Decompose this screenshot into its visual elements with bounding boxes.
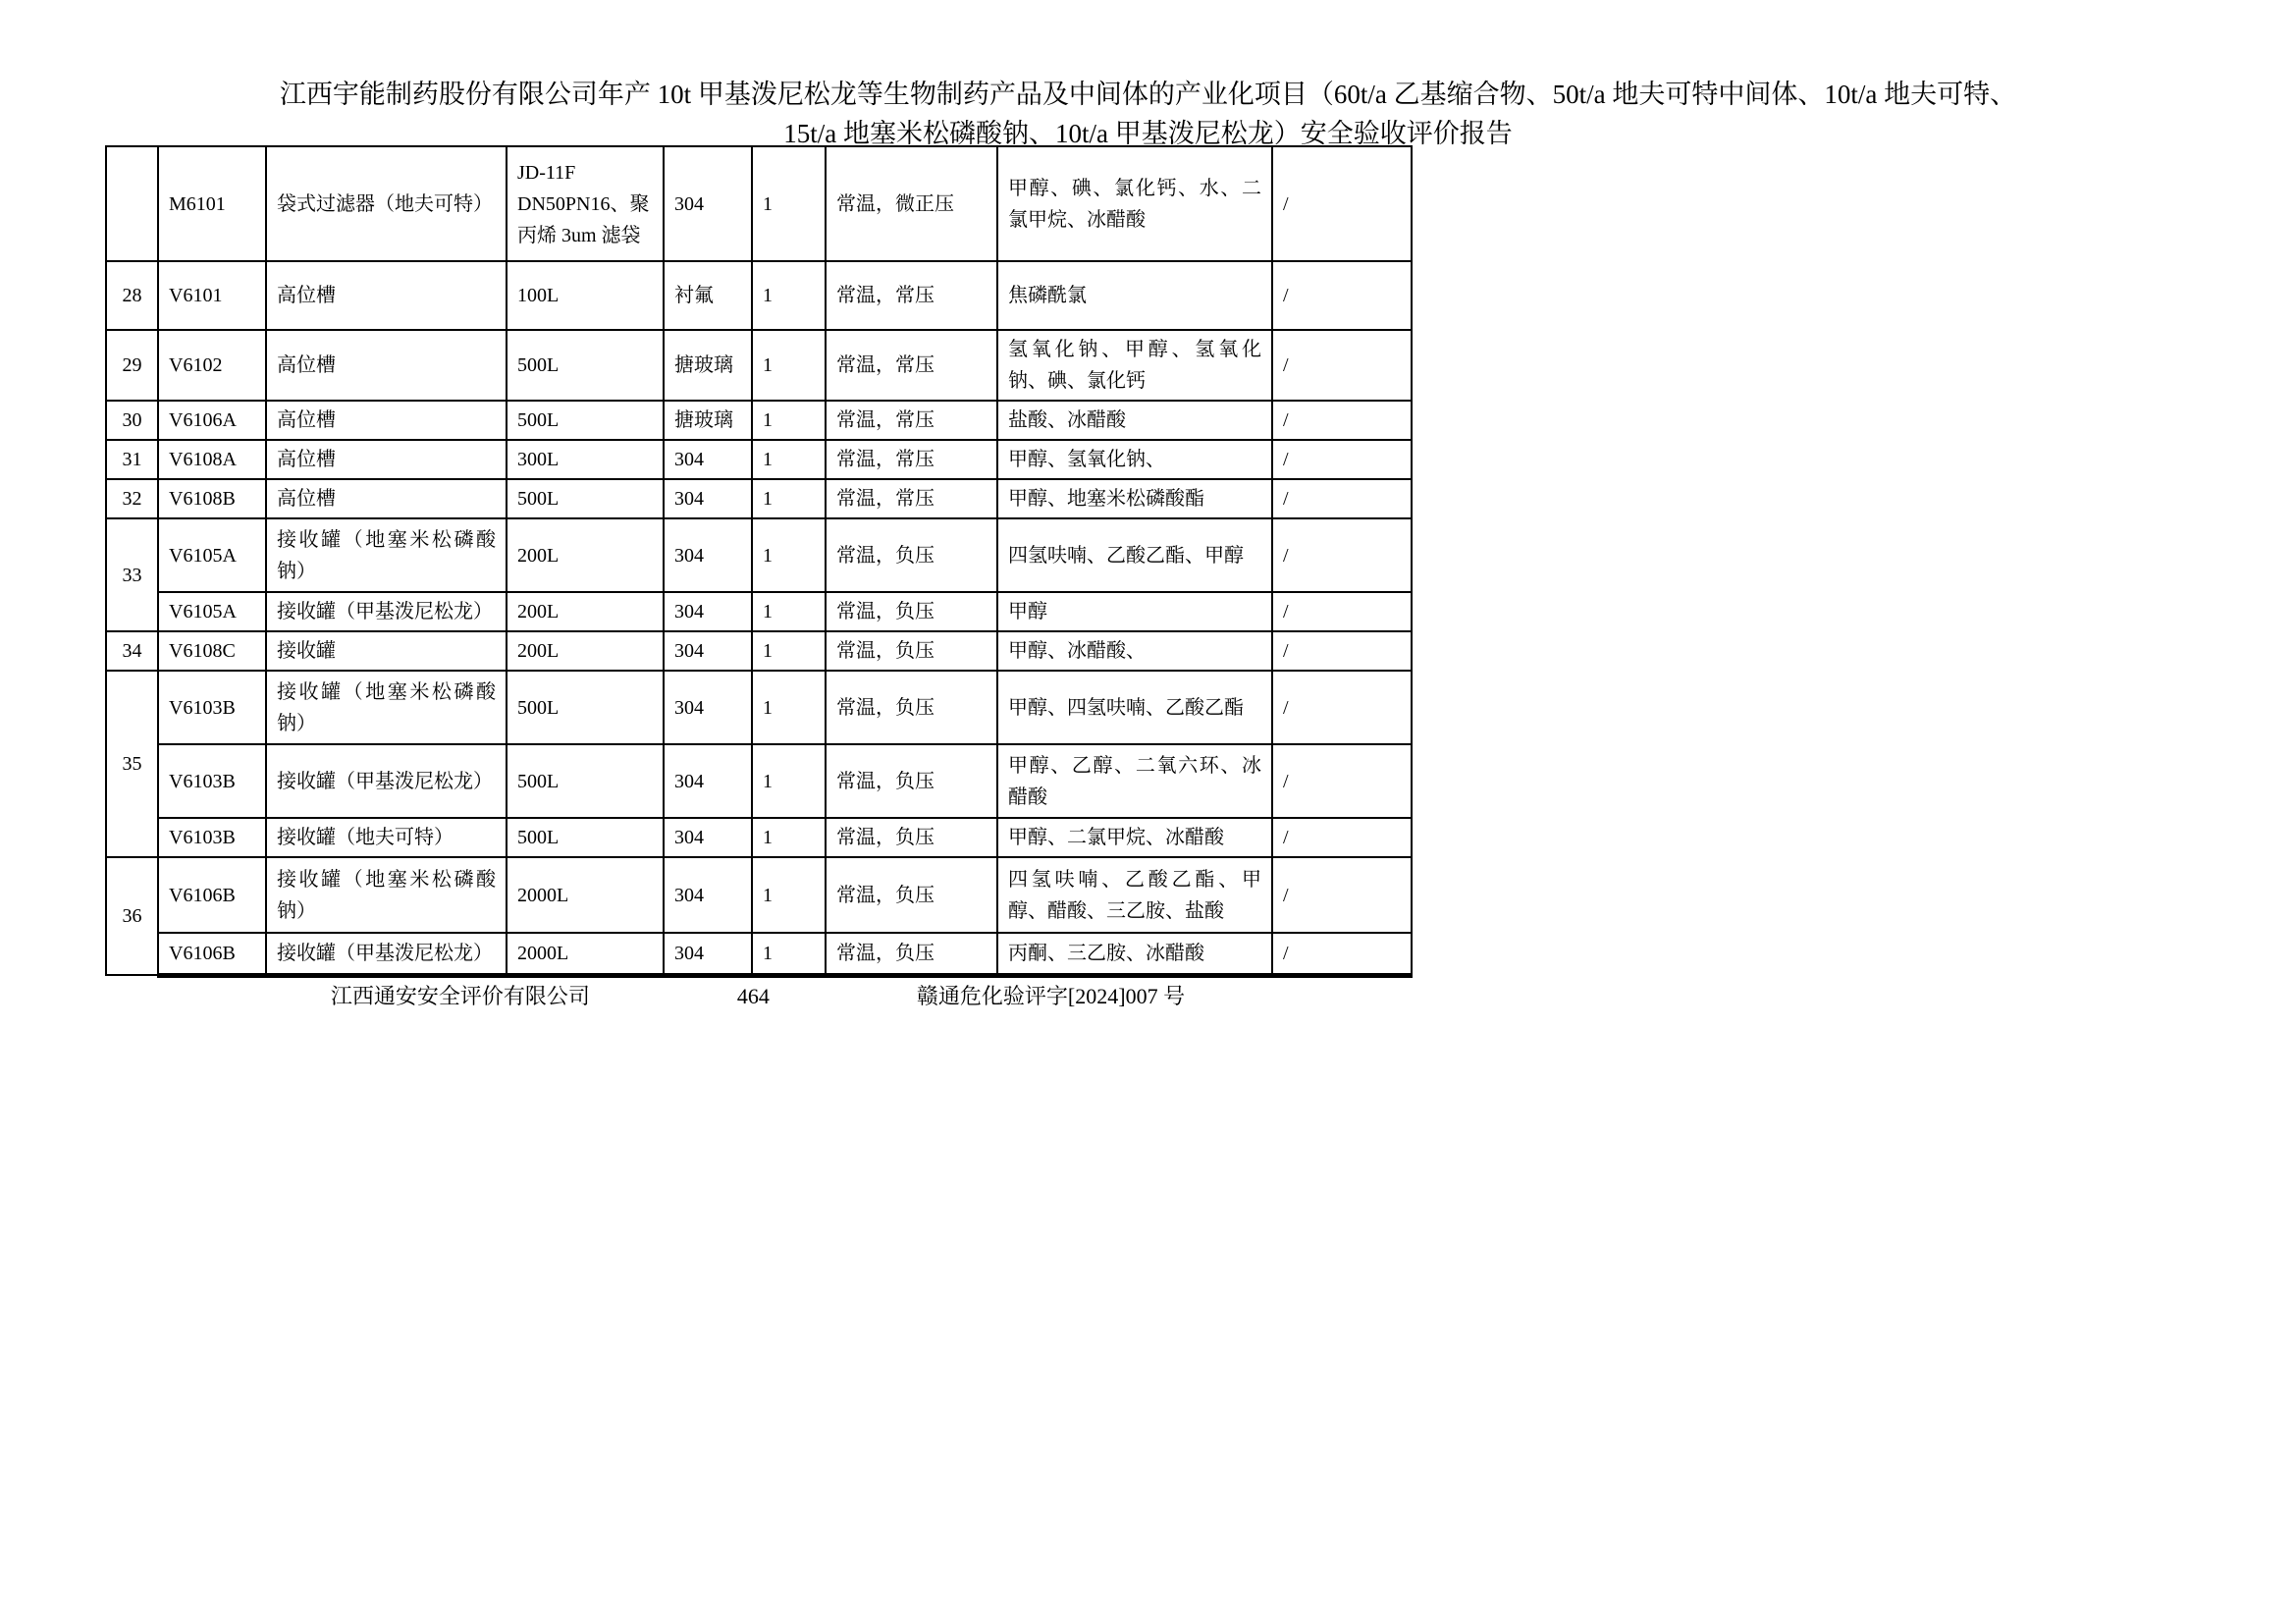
name-cell: 接收罐（甲基泼尼松龙） (266, 933, 507, 975)
code-cell: V6103B (158, 818, 266, 857)
report-title (0, 75, 2296, 153)
name-cell: 接收罐 (266, 631, 507, 671)
condition-cell: 常温，负压 (826, 744, 997, 818)
page-footer (105, 980, 1411, 1010)
table-row (106, 818, 1412, 857)
row-number-cell: 33 (106, 518, 158, 631)
table-row (106, 330, 1412, 401)
spec-cell: 500L (507, 818, 664, 857)
table-row (106, 146, 1412, 261)
material-cell: 搪玻璃 (664, 330, 752, 401)
condition-cell: 常温，负压 (826, 818, 997, 857)
code-cell: V6105A (158, 518, 266, 592)
code-cell: V6102 (158, 330, 266, 401)
condition-cell: 常温，负压 (826, 631, 997, 671)
media-cell: 盐酸、冰醋酸 (997, 401, 1272, 440)
material-cell: 304 (664, 146, 752, 261)
remark-cell: / (1272, 440, 1412, 479)
code-cell: V6105A (158, 592, 266, 631)
name-cell: 袋式过滤器（地夫可特） (266, 146, 507, 261)
remark-cell: / (1272, 857, 1412, 933)
table-row (106, 857, 1412, 933)
material-cell: 304 (664, 933, 752, 975)
table-row (106, 631, 1412, 671)
name-cell: 接收罐（甲基泼尼松龙） (266, 744, 507, 818)
material-cell: 304 (664, 592, 752, 631)
spec-cell: JD-11F DN50PN16、聚丙烯 3um 滤袋 (507, 146, 664, 261)
media-cell: 四氢呋喃、乙酸乙酯、甲醇、醋酸、三乙胺、盐酸 (997, 857, 1272, 933)
code-cell: M6101 (158, 146, 266, 261)
row-number-cell: 31 (106, 440, 158, 479)
row-number-cell: 28 (106, 261, 158, 330)
spec-cell: 200L (507, 592, 664, 631)
code-cell: V6106B (158, 857, 266, 933)
table-row (106, 671, 1412, 744)
table-row (106, 518, 1412, 592)
qty-cell: 1 (752, 479, 826, 518)
media-cell: 甲醇、乙醇、二氧六环、冰醋酸 (997, 744, 1272, 818)
table-row (106, 933, 1412, 975)
row-number-cell: 32 (106, 479, 158, 518)
media-cell: 焦磷酰氯 (997, 261, 1272, 330)
equipment-table (105, 145, 1413, 978)
table-row (106, 261, 1412, 330)
remark-cell: / (1272, 671, 1412, 744)
remark-cell: / (1272, 818, 1412, 857)
footer-company: 江西通安安全评价有限公司 (330, 984, 590, 1008)
media-cell: 丙酮、三乙胺、冰醋酸 (997, 933, 1272, 975)
material-cell: 304 (664, 440, 752, 479)
code-cell: V6106A (158, 401, 266, 440)
remark-cell: / (1272, 479, 1412, 518)
qty-cell: 1 (752, 671, 826, 744)
name-cell: 接收罐（甲基泼尼松龙） (266, 592, 507, 631)
media-cell: 甲醇 (997, 592, 1272, 631)
report-title-line2: 15t/a 地塞米松磷酸钠、10t/a 甲基泼尼松龙）安全验收评价报告 (783, 119, 1513, 148)
table-row (106, 744, 1412, 818)
remark-cell: / (1272, 261, 1412, 330)
qty-cell: 1 (752, 818, 826, 857)
remark-cell: / (1272, 330, 1412, 401)
condition-cell: 常温，负压 (826, 518, 997, 592)
spec-cell: 500L (507, 479, 664, 518)
spec-cell: 200L (507, 518, 664, 592)
name-cell: 接收罐（地塞米松磷酸钠） (266, 857, 507, 933)
condition-cell: 常温，负压 (826, 933, 997, 975)
remark-cell: / (1272, 518, 1412, 592)
media-cell: 甲醇、地塞米松磷酸酯 (997, 479, 1272, 518)
material-cell: 304 (664, 518, 752, 592)
footer-doc-number: 赣通危化验评字[2024]007 号 (916, 984, 1186, 1008)
media-cell: 甲醇、四氢呋喃、乙酸乙酯 (997, 671, 1272, 744)
table-row (106, 401, 1412, 440)
table-row (106, 592, 1412, 631)
media-cell: 四氢呋喃、乙酸乙酯、甲醇 (997, 518, 1272, 592)
condition-cell: 常温，常压 (826, 330, 997, 401)
media-cell: 氢氧化钠、甲醇、氢氧化钠、碘、氯化钙 (997, 330, 1272, 401)
code-cell: V6103B (158, 671, 266, 744)
qty-cell: 1 (752, 330, 826, 401)
material-cell: 304 (664, 857, 752, 933)
name-cell: 高位槽 (266, 440, 507, 479)
name-cell: 高位槽 (266, 401, 507, 440)
condition-cell: 常温，常压 (826, 261, 997, 330)
qty-cell: 1 (752, 261, 826, 330)
material-cell: 304 (664, 479, 752, 518)
condition-cell: 常温，常压 (826, 440, 997, 479)
material-cell: 搪玻璃 (664, 401, 752, 440)
name-cell: 接收罐（地塞米松磷酸钠） (266, 671, 507, 744)
qty-cell: 1 (752, 440, 826, 479)
remark-cell: / (1272, 933, 1412, 975)
media-cell: 甲醇、氢氧化钠、 (997, 440, 1272, 479)
name-cell: 接收罐（地塞米松磷酸钠） (266, 518, 507, 592)
row-number-cell: 35 (106, 671, 158, 857)
spec-cell: 500L (507, 401, 664, 440)
name-cell: 高位槽 (266, 261, 507, 330)
qty-cell: 1 (752, 518, 826, 592)
condition-cell: 常温，负压 (826, 857, 997, 933)
code-cell: V6103B (158, 744, 266, 818)
material-cell: 304 (664, 671, 752, 744)
equipment-table-body (106, 146, 1412, 975)
condition-cell: 常温，常压 (826, 401, 997, 440)
qty-cell: 1 (752, 592, 826, 631)
remark-cell: / (1272, 146, 1412, 261)
code-cell: V6106B (158, 933, 266, 975)
code-cell: V6108B (158, 479, 266, 518)
remark-cell: / (1272, 631, 1412, 671)
spec-cell: 2000L (507, 857, 664, 933)
qty-cell: 1 (752, 146, 826, 261)
row-number-cell (106, 146, 158, 261)
spec-cell: 200L (507, 631, 664, 671)
report-title-line1: 江西宇能制药股份有限公司年产 10t 甲基泼尼松龙等生物制药产品及中间体的产业化项目（60t/a 乙基缩合物、50t/a 地夫可特中间体、10t/a 地夫可特、 (279, 80, 2017, 109)
material-cell: 304 (664, 744, 752, 818)
table-row (106, 479, 1412, 518)
qty-cell: 1 (752, 631, 826, 671)
spec-cell: 500L (507, 744, 664, 818)
qty-cell: 1 (752, 744, 826, 818)
remark-cell: / (1272, 401, 1412, 440)
row-number-cell: 30 (106, 401, 158, 440)
name-cell: 高位槽 (266, 479, 507, 518)
media-cell: 甲醇、碘、氯化钙、水、二氯甲烷、冰醋酸 (997, 146, 1272, 261)
qty-cell: 1 (752, 401, 826, 440)
code-cell: V6108A (158, 440, 266, 479)
row-number-cell: 36 (106, 857, 158, 975)
condition-cell: 常温，常压 (826, 479, 997, 518)
table-row (106, 440, 1412, 479)
name-cell: 高位槽 (266, 330, 507, 401)
code-cell: V6101 (158, 261, 266, 330)
row-number-cell: 34 (106, 631, 158, 671)
code-cell: V6108C (158, 631, 266, 671)
qty-cell: 1 (752, 857, 826, 933)
remark-cell: / (1272, 744, 1412, 818)
spec-cell: 300L (507, 440, 664, 479)
media-cell: 甲醇、二氯甲烷、冰醋酸 (997, 818, 1272, 857)
footer-page-number: 464 (736, 984, 770, 1008)
material-cell: 衬氟 (664, 261, 752, 330)
material-cell: 304 (664, 631, 752, 671)
condition-cell: 常温，负压 (826, 671, 997, 744)
name-cell: 接收罐（地夫可特） (266, 818, 507, 857)
material-cell: 304 (664, 818, 752, 857)
spec-cell: 500L (507, 330, 664, 401)
row-number-cell: 29 (106, 330, 158, 401)
condition-cell: 常温，负压 (826, 592, 997, 631)
remark-cell: / (1272, 592, 1412, 631)
spec-cell: 2000L (507, 933, 664, 975)
condition-cell: 常温，微正压 (826, 146, 997, 261)
media-cell: 甲醇、冰醋酸、 (997, 631, 1272, 671)
spec-cell: 100L (507, 261, 664, 330)
qty-cell: 1 (752, 933, 826, 975)
spec-cell: 500L (507, 671, 664, 744)
